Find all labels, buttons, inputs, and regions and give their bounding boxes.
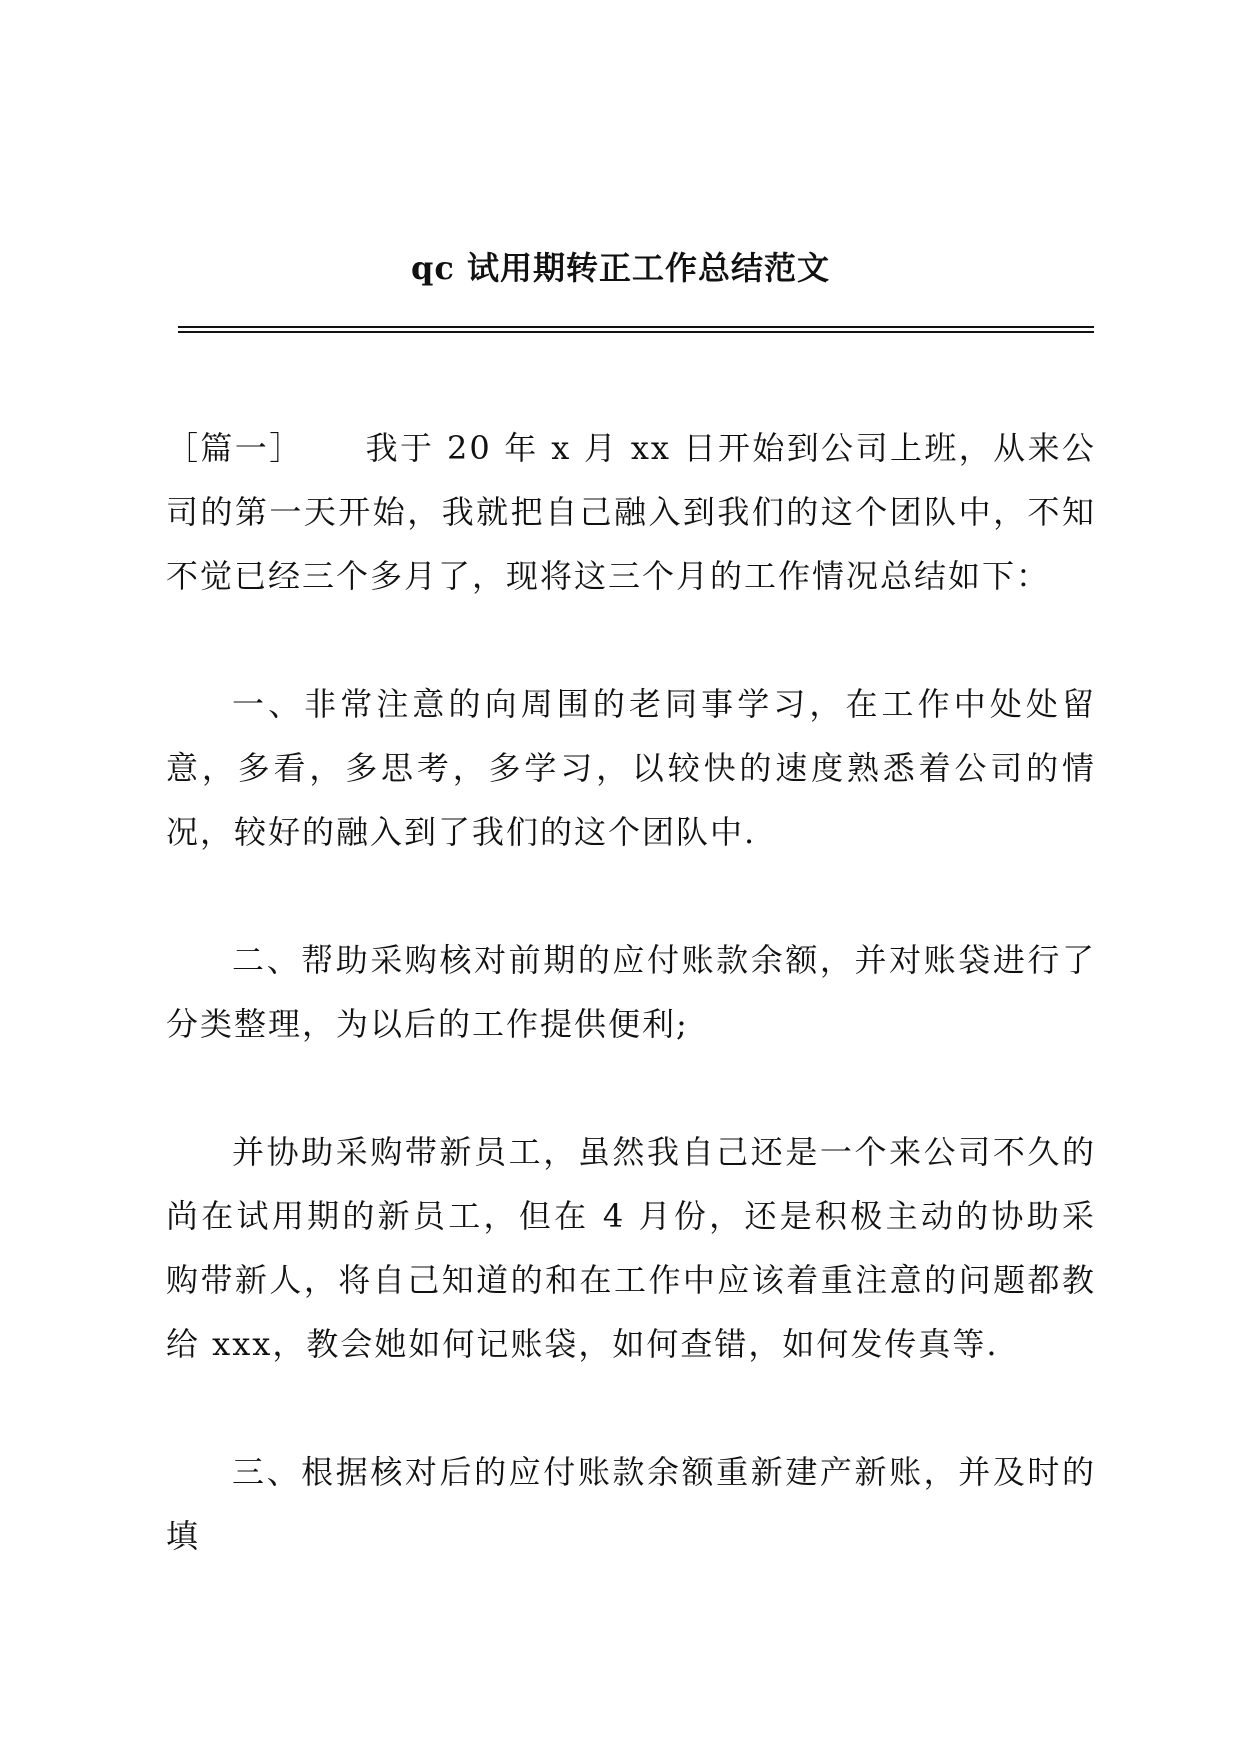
intro-paragraph [166, 416, 1096, 608]
title-rule-bottom [178, 331, 1094, 333]
document-body [166, 416, 1096, 1632]
paragraph-2: 二、帮助采购核对前期的应付账款余额，并对账袋进行了分类整理，为以后的工作提供便利; [166, 941, 1096, 1043]
document-title: qc 试用期转正工作总结范文 [410, 249, 830, 287]
paragraph-3: 并协助采购带新员工，虽然我自己还是一个来公司不久的尚在试用期的新员工，但在 4 月份，还是积极主动的协助采购带新人，将自己知道的和在工作中应该着重注意的问题都教给 xxx，教会她如何记账袋，如何查错，如何发传真等. [166, 1133, 1096, 1363]
section-tag: ［篇一］ [166, 429, 304, 467]
paragraph-1: 一、非常注意的向周围的老同事学习，在工作中处处留意，多看，多思考，多学习，以较快的速度熟悉着公司的情况，较好的融入到了我们的这个团队中. [166, 685, 1096, 851]
paragraph-4: 三、根据核对后的应付账款余额重新建产新账，并及时的填 [166, 1453, 1096, 1555]
title-rule-top [178, 326, 1094, 328]
intro-text: 我于 20 年 x 月 xx 日开始到公司上班，从来公司的第一天开始，我就把自己融入到我们的这个团队中，不知不觉已经三个多月了，现将这三个月的工作情况总结如下： [166, 429, 1096, 595]
